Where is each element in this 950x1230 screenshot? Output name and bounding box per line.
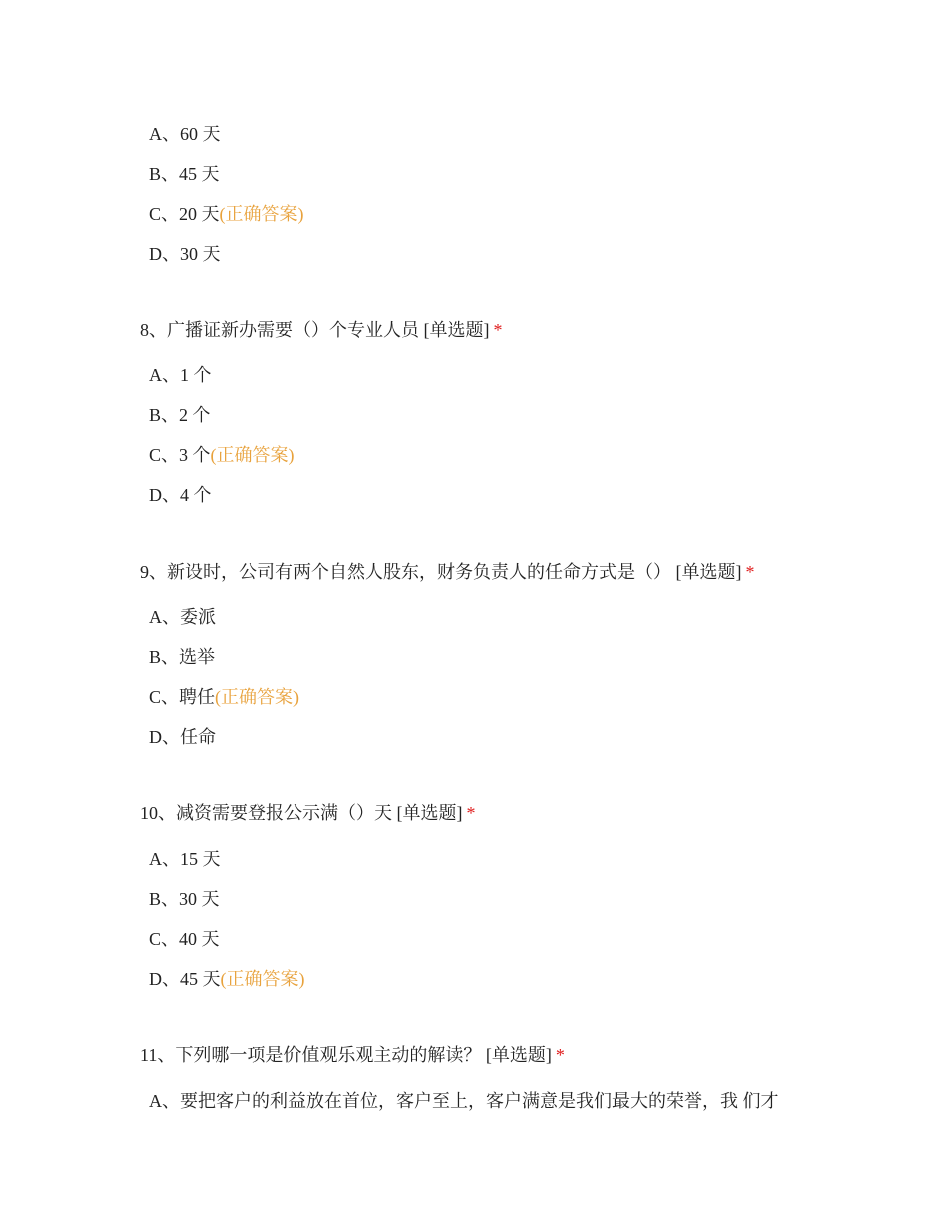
option-text: D、4 个 bbox=[149, 485, 212, 505]
option-text: B、选举 bbox=[149, 647, 216, 667]
option-text: D、45 天 bbox=[149, 969, 221, 989]
option-text: A、委派 bbox=[149, 607, 216, 627]
option-text: B、30 天 bbox=[149, 889, 220, 909]
correct-answer-tag: (正确答案) bbox=[215, 687, 300, 707]
question-text: 11、下列哪一项是价值观乐观主动的解读？ [单选题] bbox=[140, 1045, 552, 1065]
required-mark: * bbox=[555, 1045, 565, 1065]
q8-option-b bbox=[149, 403, 211, 427]
q9-option-c bbox=[149, 685, 299, 709]
option-text: D、任命 bbox=[149, 727, 216, 747]
option-text: C、聘任 bbox=[149, 687, 216, 707]
required-mark: * bbox=[745, 562, 755, 582]
q10-option-b bbox=[149, 887, 220, 911]
q8-title bbox=[140, 318, 503, 342]
option-text: B、2 个 bbox=[149, 405, 211, 425]
question-text: 8、广播证新办需要（）个专业人员 [单选题] bbox=[140, 320, 490, 340]
option-text: D、30 天 bbox=[149, 244, 221, 264]
q10-option-a bbox=[149, 847, 221, 871]
option-text: C、20 天 bbox=[149, 204, 220, 224]
q11-option-a bbox=[149, 1089, 779, 1113]
required-mark: * bbox=[493, 320, 503, 340]
q7-option-d bbox=[149, 242, 221, 266]
option-text: C、40 天 bbox=[149, 929, 220, 949]
q8-option-d bbox=[149, 483, 212, 507]
correct-answer-tag: (正确答案) bbox=[210, 445, 295, 465]
required-mark: * bbox=[466, 803, 476, 823]
correct-answer-tag: (正确答案) bbox=[219, 204, 304, 224]
q9-option-d bbox=[149, 725, 216, 749]
option-text: B、45 天 bbox=[149, 164, 220, 184]
q10-title bbox=[140, 801, 476, 825]
option-text: A、1 个 bbox=[149, 365, 212, 385]
correct-answer-tag: (正确答案) bbox=[220, 969, 305, 989]
q7-option-b bbox=[149, 162, 220, 186]
option-text: C、3 个 bbox=[149, 445, 211, 465]
q8-option-a bbox=[149, 363, 212, 387]
q7-option-a bbox=[149, 122, 221, 146]
q9-option-a bbox=[149, 605, 216, 629]
q11-title bbox=[140, 1043, 565, 1067]
option-text: A、15 天 bbox=[149, 849, 221, 869]
option-text: A、60 天 bbox=[149, 124, 221, 144]
q9-option-b bbox=[149, 645, 215, 669]
option-text: A、要把客户的利益放在首位，客户至上，客户满意是我们最大的荣誉，我 们才 bbox=[149, 1091, 779, 1111]
q10-option-d bbox=[149, 967, 305, 991]
question-text: 10、减资需要登报公示满（）天 [单选题] bbox=[140, 803, 463, 823]
q9-title bbox=[140, 560, 755, 584]
q7-option-c bbox=[149, 202, 304, 226]
question-text: 9、新设时，公司有两个自然人股东，财务负责人的任命方式是（） [单选题] bbox=[140, 562, 742, 582]
q10-option-c bbox=[149, 927, 220, 951]
q8-option-c bbox=[149, 443, 295, 467]
